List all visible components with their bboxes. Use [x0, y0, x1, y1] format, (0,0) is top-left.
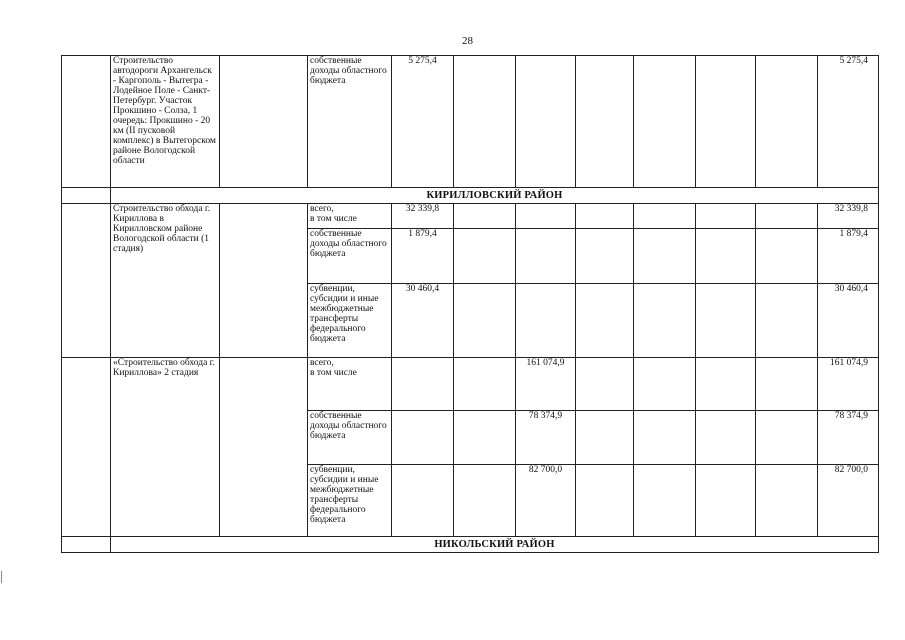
value-cell	[696, 358, 756, 411]
source-label-cell: субвенции, субсидии и иные межбюджетные трансферты федерального бюджета	[308, 465, 392, 537]
value-cell	[392, 411, 454, 465]
source-label-cell: собственные доходы областного бюджета	[308, 56, 392, 188]
value-cell	[576, 358, 634, 411]
source-label-cell: всего, в том числе	[308, 204, 392, 229]
value-cell	[634, 204, 696, 229]
investment-table	[61, 55, 879, 553]
value-cell	[634, 465, 696, 537]
value-cell	[576, 411, 634, 465]
section-number-cell	[62, 188, 111, 204]
table-row	[62, 358, 879, 411]
value-cell	[756, 56, 818, 188]
section-row	[62, 188, 879, 204]
value-cell	[696, 56, 756, 188]
value-cell	[696, 284, 756, 358]
table-row	[62, 204, 879, 229]
value-cell	[756, 411, 818, 465]
customer-cell	[220, 56, 308, 188]
total-cell: 161 074,9	[818, 358, 879, 411]
value-cell	[576, 465, 634, 537]
source-label-cell: всего, в том числе	[308, 358, 392, 411]
total-cell: 5 275,4	[818, 56, 879, 188]
value-cell	[634, 284, 696, 358]
row-number-cell	[62, 358, 111, 537]
value-cell	[454, 56, 516, 188]
value-cell	[756, 465, 818, 537]
section-row	[62, 537, 879, 553]
object-name-cell: Строительство автодороги Архангельск - Каргополь - Вытегра - Лодейное Поле - Санкт-Петербург. Участок Прокшино - Солза, 1 очередь: Прокшино - 20 км (II пусковой комплекс) в Вытегорском районе Вологодской области	[111, 56, 220, 188]
source-label-cell: собственные доходы областного бюджета	[308, 229, 392, 284]
value-cell: 161 074,9	[516, 358, 576, 411]
value-cell	[756, 204, 818, 229]
value-cell: 1 879,4	[392, 229, 454, 284]
total-cell: 1 879,4	[818, 229, 879, 284]
source-label-cell: субвенции, субсидии и иные межбюджетные трансферты федерального бюджета	[308, 284, 392, 358]
customer-cell	[220, 358, 308, 537]
total-cell: 78 374,9	[818, 411, 879, 465]
page-number: 28	[462, 35, 473, 47]
value-cell	[756, 229, 818, 284]
value-cell	[576, 204, 634, 229]
section-title: КИРИЛЛОВСКИЙ РАЙОН	[111, 188, 879, 204]
value-cell	[756, 284, 818, 358]
value-cell	[634, 358, 696, 411]
value-cell: 30 460,4	[392, 284, 454, 358]
value-cell	[756, 358, 818, 411]
value-cell	[576, 56, 634, 188]
value-cell	[454, 465, 516, 537]
value-cell	[516, 284, 576, 358]
scan-edge-mark	[1, 571, 5, 583]
section-number-cell	[62, 537, 111, 553]
value-cell	[454, 358, 516, 411]
source-label-cell: собственные доходы областного бюджета	[308, 411, 392, 465]
object-name-cell: Строительство обхода г. Кириллова в Кирилловском районе Вологодской области (1 стадия)	[111, 204, 220, 358]
section-title: НИКОЛЬСКИЙ РАЙОН	[111, 537, 879, 553]
value-cell	[696, 411, 756, 465]
value-cell: 32 339,8	[392, 204, 454, 229]
value-cell	[392, 358, 454, 411]
value-cell: 5 275,4	[392, 56, 454, 188]
value-cell	[516, 204, 576, 229]
total-cell: 32 339,8	[818, 204, 879, 229]
table-row	[62, 56, 879, 188]
value-cell	[392, 465, 454, 537]
value-cell	[696, 204, 756, 229]
value-cell	[634, 411, 696, 465]
total-cell: 82 700,0	[818, 465, 879, 537]
value-cell	[516, 229, 576, 284]
value-cell: 78 374,9	[516, 411, 576, 465]
value-cell	[634, 56, 696, 188]
value-cell	[696, 465, 756, 537]
value-cell	[516, 56, 576, 188]
total-cell: 30 460,4	[818, 284, 879, 358]
value-cell	[454, 284, 516, 358]
row-number-cell	[62, 56, 111, 188]
value-cell	[576, 229, 634, 284]
value-cell	[454, 229, 516, 284]
customer-cell	[220, 204, 308, 358]
row-number-cell	[62, 204, 111, 358]
value-cell	[696, 229, 756, 284]
object-name-cell: «Строительство обхода г. Кириллова» 2 стадия	[111, 358, 220, 537]
value-cell	[454, 411, 516, 465]
value-cell: 82 700,0	[516, 465, 576, 537]
value-cell	[454, 204, 516, 229]
value-cell	[634, 229, 696, 284]
value-cell	[576, 284, 634, 358]
